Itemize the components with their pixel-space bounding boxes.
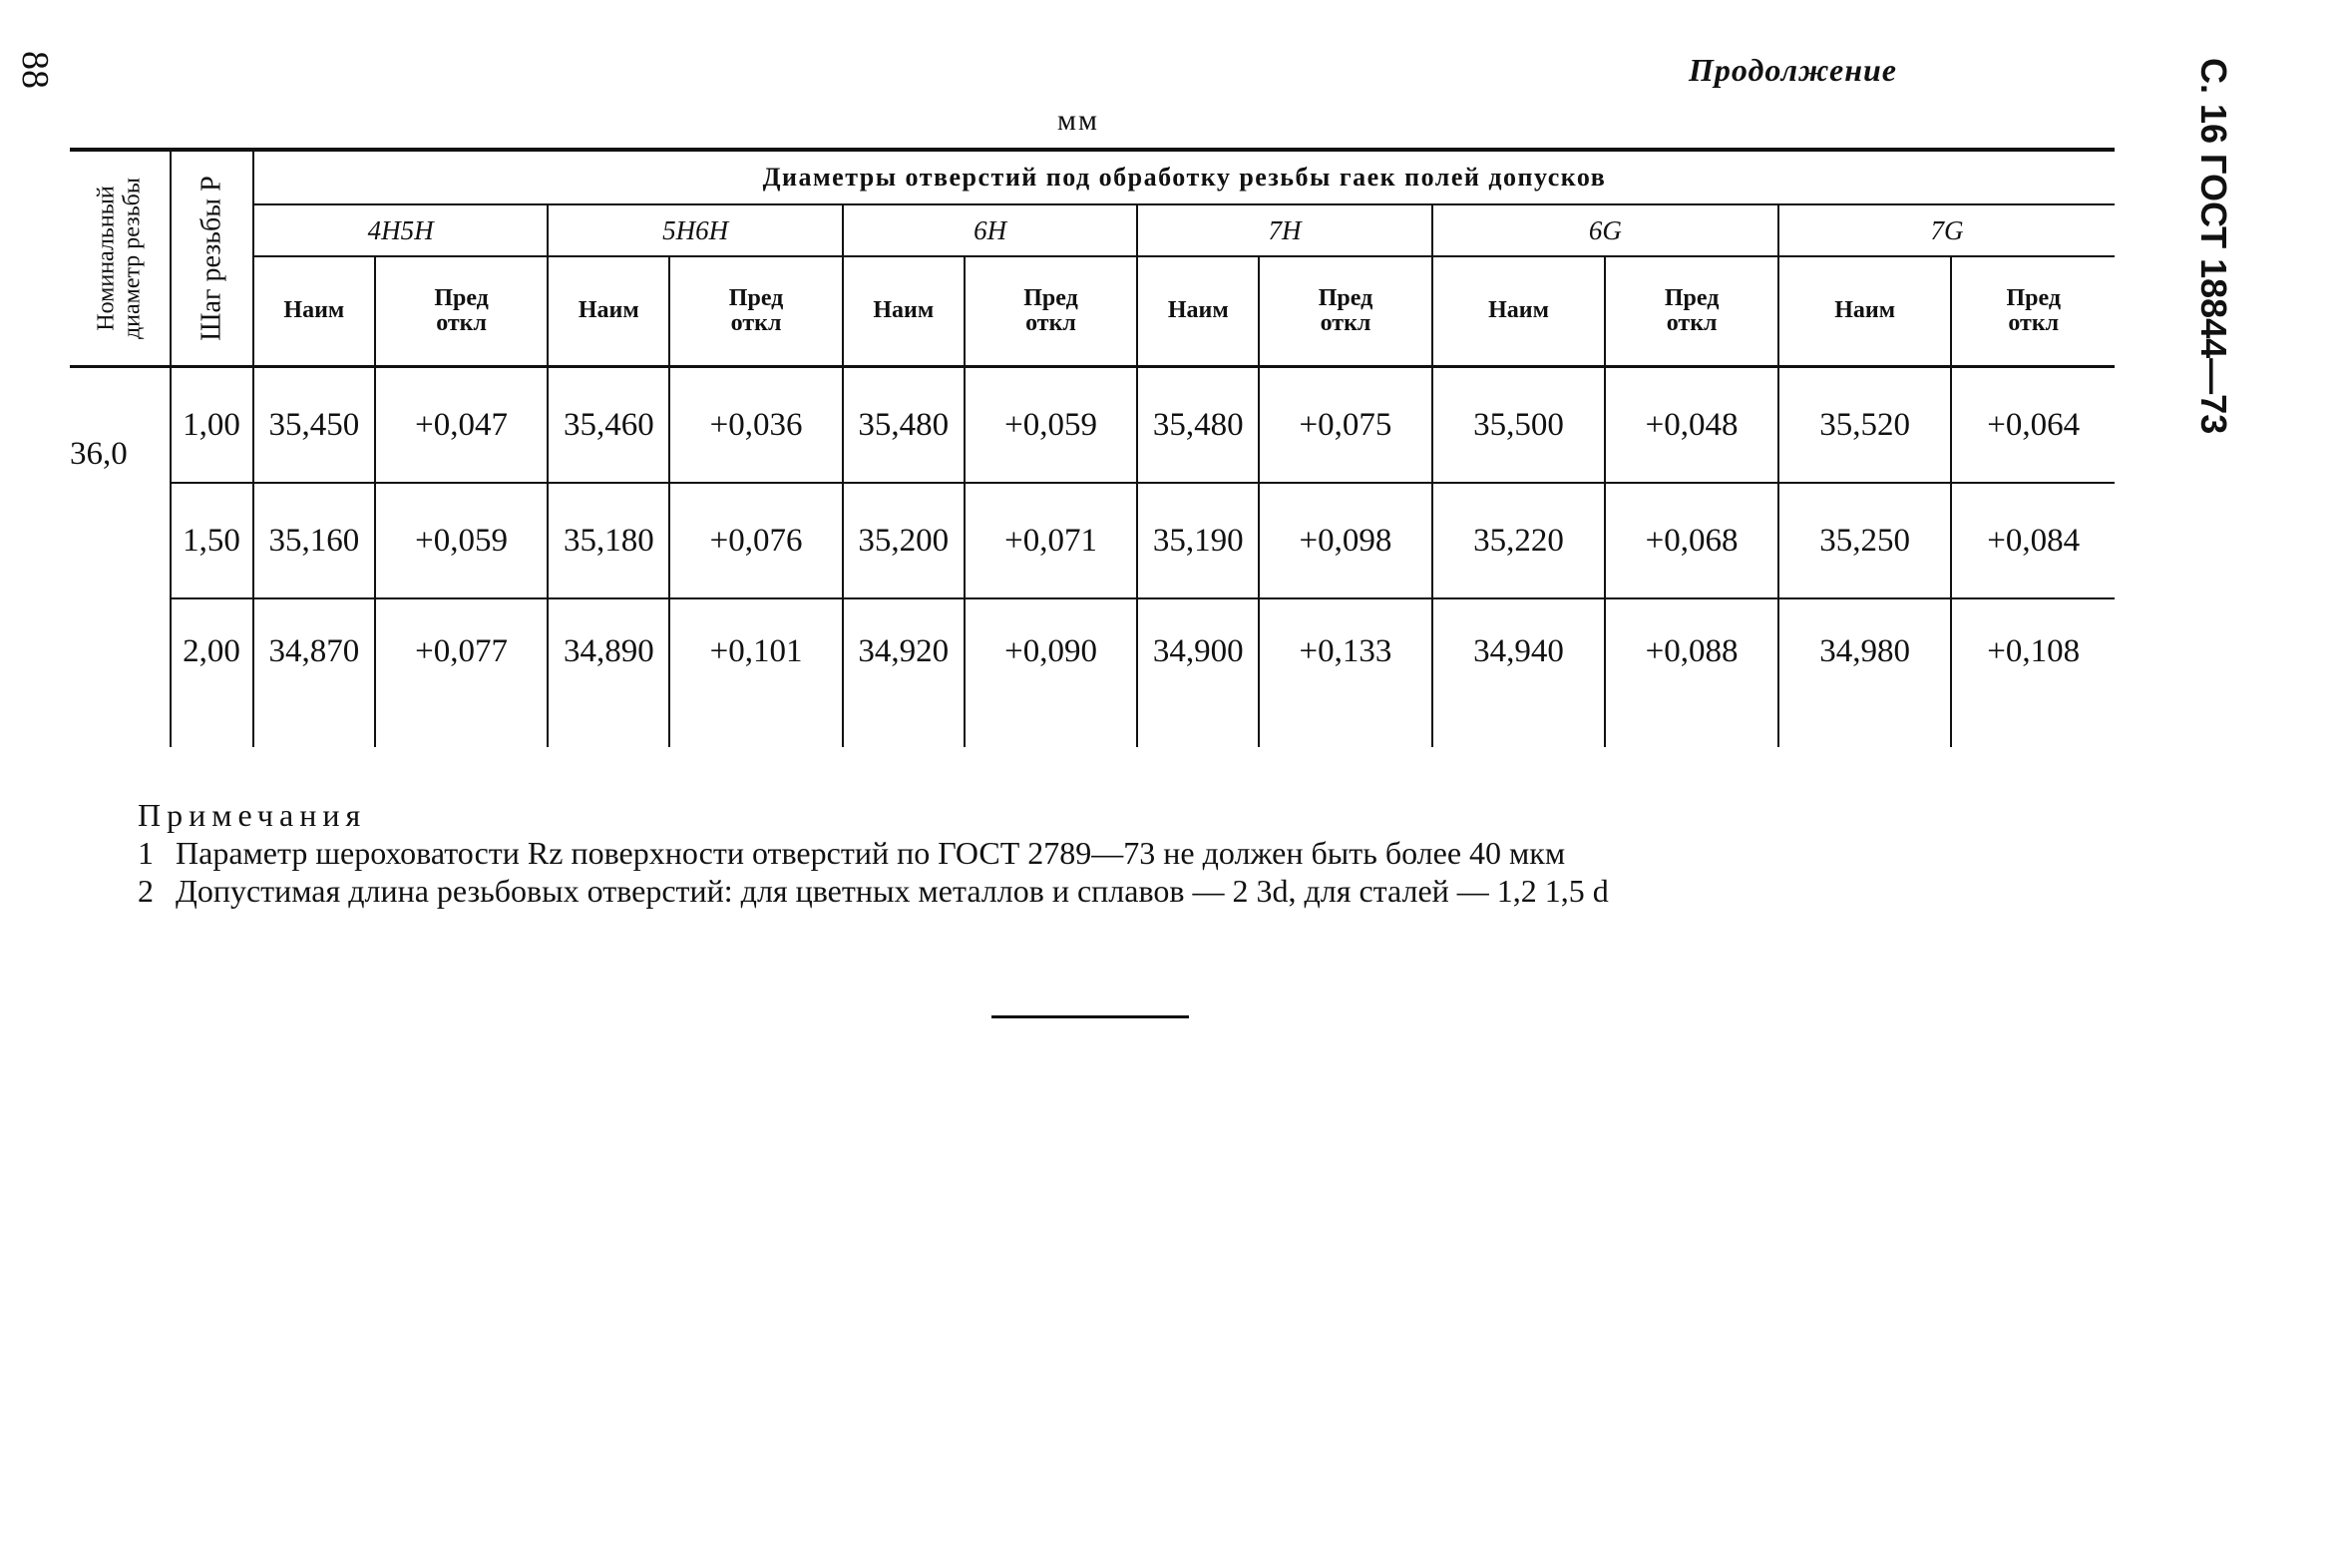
table-cell: 35,160	[253, 483, 375, 598]
note-number: 2	[138, 873, 154, 909]
note-item	[138, 834, 1609, 872]
table-row	[70, 483, 2115, 598]
notes-section	[138, 796, 1609, 910]
table-cell: 35,480	[843, 367, 965, 484]
table-cell: +0,098	[1259, 483, 1432, 598]
table-cell: +0,133	[1259, 598, 1432, 747]
table-cell: 34,940	[1432, 598, 1606, 747]
table-cell: 34,920	[843, 598, 965, 747]
table-cell: +0,088	[1605, 598, 1778, 747]
table-row	[70, 367, 2115, 484]
table-cell: 34,900	[1137, 598, 1259, 747]
notes-title: Примечания	[138, 797, 367, 833]
table-row	[70, 598, 2115, 747]
table-cell: +0,071	[965, 483, 1138, 598]
table-cell: +0,077	[375, 598, 549, 747]
subheader-min: Наим	[1137, 256, 1259, 367]
field-7G: 7G	[1778, 204, 2115, 256]
table-cell: 35,180	[548, 483, 669, 598]
header-thread-pitch: Шаг резьбы P	[171, 150, 253, 367]
subheader-min: Наим	[843, 256, 965, 367]
table-cell: +0,047	[375, 367, 549, 484]
table-cell: 35,190	[1137, 483, 1259, 598]
tolerance-table-container	[70, 148, 2115, 747]
table-cell: +0,084	[1951, 483, 2115, 598]
table-cell: +0,068	[1605, 483, 1778, 598]
field-6G: 6G	[1432, 204, 1778, 256]
header-hole-diameters: Диаметры отверстий под обработку резьбы гаек полей допусков	[253, 150, 2115, 204]
note-text: Параметр шероховатости Rz поверхности отверстий по ГОСТ 2789—73 не должен быть более 40 мкм	[176, 835, 1566, 871]
units-label: мм	[1057, 104, 1099, 137]
subheader-deviation: Пред откл	[965, 256, 1138, 367]
table-cell: 35,520	[1778, 367, 1952, 484]
table-cell: +0,108	[1951, 598, 2115, 747]
field-5H6H: 5H6H	[548, 204, 842, 256]
table-cell: 35,220	[1432, 483, 1606, 598]
table-cell: +0,048	[1605, 367, 1778, 484]
note-text: Допустимая длина резьбовых отверстий: для цветных металлов и сплавов — 2 3d, для сталей — 1,2 1,5 d	[176, 873, 1609, 909]
subheader-min: Наим	[1432, 256, 1606, 367]
field-6H: 6H	[843, 204, 1137, 256]
note-number: 1	[138, 835, 154, 871]
table-cell: +0,064	[1951, 367, 2115, 484]
subheader-deviation: Пред откл	[1605, 256, 1778, 367]
continuation-label: Продолжение	[1689, 52, 1897, 88]
header-nominal-diameter: Номинальный диаметр резьбы	[70, 150, 171, 367]
pitch-value: 1,00	[171, 367, 253, 484]
table-cell: 35,460	[548, 367, 669, 484]
table-cell: +0,090	[965, 598, 1138, 747]
table-cell: 34,890	[548, 598, 669, 747]
field-7H: 7H	[1137, 204, 1431, 256]
subheader-deviation: Пред откл	[669, 256, 843, 367]
table-cell: +0,059	[375, 483, 549, 598]
pitch-value: 1,50	[171, 483, 253, 598]
table-cell: 35,250	[1778, 483, 1952, 598]
table-cell: 34,870	[253, 598, 375, 747]
table-cell: 35,480	[1137, 367, 1259, 484]
subheader-deviation: Пред откл	[375, 256, 549, 367]
table-cell: +0,036	[669, 367, 843, 484]
subheader-deviation: Пред откл	[1259, 256, 1432, 367]
subheader-min: Наим	[253, 256, 375, 367]
table-cell: 35,450	[253, 367, 375, 484]
table-cell: +0,059	[965, 367, 1138, 484]
table-cell: +0,075	[1259, 367, 1432, 484]
page-number: 88	[14, 51, 56, 89]
note-item	[138, 872, 1609, 910]
field-4H5H: 4H5H	[253, 204, 548, 256]
side-header: С. 16 ГОСТ 18844—73	[2193, 58, 2234, 435]
table-cell: +0,101	[669, 598, 843, 747]
table-cell: 35,200	[843, 483, 965, 598]
table-cell: +0,076	[669, 483, 843, 598]
end-rule	[991, 1015, 1189, 1018]
nominal-diameter-value: 36,0	[70, 436, 128, 472]
table-cell: 35,500	[1432, 367, 1606, 484]
subheader-min: Наим	[1778, 256, 1952, 367]
table-cell: 34,980	[1778, 598, 1952, 747]
tolerance-table	[70, 148, 2115, 747]
pitch-value: 2,00	[171, 598, 253, 747]
subheader-deviation: Пред откл	[1951, 256, 2115, 367]
subheader-min: Наим	[548, 256, 669, 367]
